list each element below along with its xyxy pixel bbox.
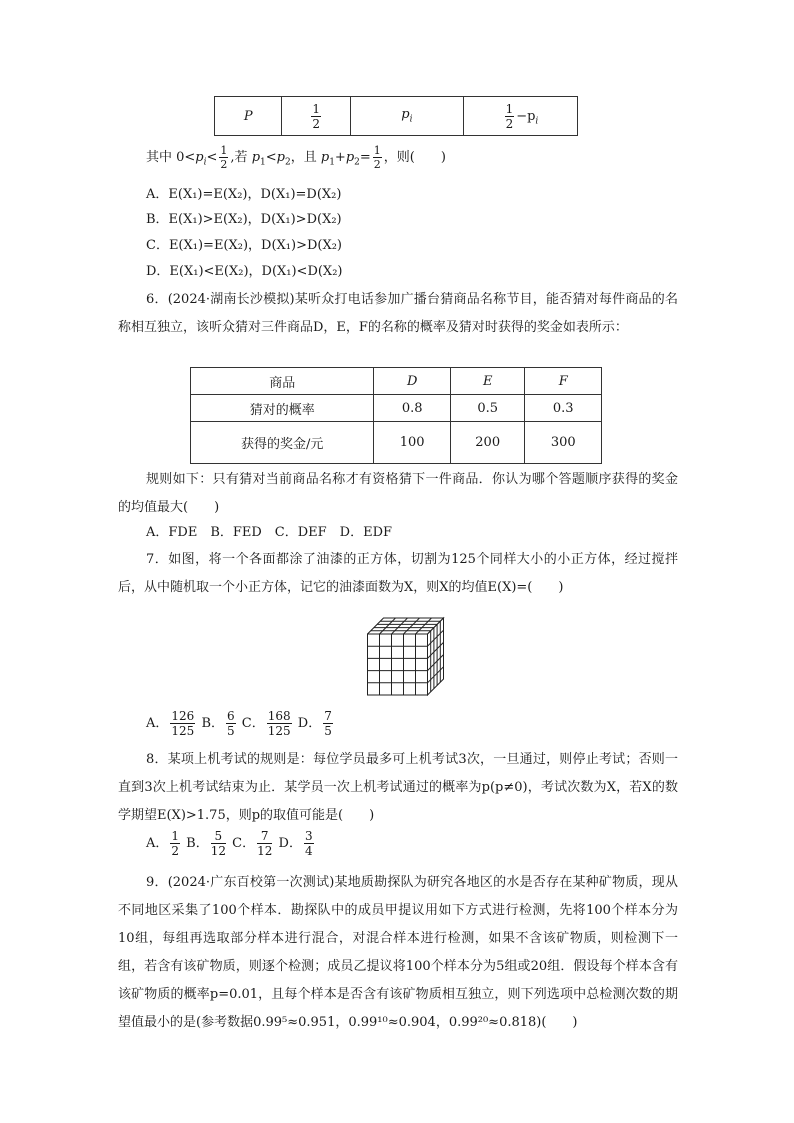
cube-front-face (368, 634, 428, 695)
q6-prize-table (190, 367, 602, 464)
q6-row-label: 猜对的概率 (191, 395, 374, 422)
table-cell-pi: $p_i$ (350, 97, 463, 136)
table-label-cell: P (215, 97, 282, 136)
q6-cell: 0.8 (374, 395, 451, 422)
q8-question: 8．某项上机考试的规则是：每位学员最多可上机考试3次，一旦通过，则停止考试；否则一直到3次上机考试结束为止．某学员一次上机考试通过的概率为p(p≠0)，考试次数为X，若X的数学期望E(X)>1.75，则p的取值可能是( ) (118, 752, 678, 823)
q5-condition: 其中 $0<p_i<$ $\frac{1}{2}$ ,若 $p_1<p_2$，且 $p_1+p_2=$ $\frac{1}{2}$ ，则( ) (146, 144, 446, 171)
q6-cell: 0.3 (525, 395, 602, 422)
q8-options[interactable]: A． $\frac{1}{2}$ B． $\frac{5}{12}$ C． $\frac{7}{12}$ D． $\frac{3}{4}$ (146, 829, 313, 858)
q6-cell: 200 (450, 422, 525, 464)
q7-question: 7．如图，将一个各面都涂了油漆的正方体，切割为125个同样大小的小正方体，经过搅拌后，从中随机取一个小正方体，记它的油漆面数为X，则X的均值E(X)=( ) (118, 552, 678, 595)
q6-cell: 300 (525, 422, 602, 464)
q6-question: 6．(2024·湖南长沙模拟)某听众打电话参加广播台猜商品名称节目，能否猜对每件商品的名称相互独立，该听众猜对三件商品D，E，F的名称的概率及猜对时获得的奖金如表所示： (118, 292, 678, 335)
table-cell-half: $\frac{1}{2}$ (282, 97, 350, 136)
q6-cell: 100 (374, 422, 451, 464)
q7-options[interactable]: A． $\frac{126}{125}$ B． $\frac{6}{5}$ C． $\frac{168}{125}$ D． $\frac{7}{5}$ (146, 709, 332, 738)
table-cell-half-minus-pi: $\frac{1}{2}$ $-p_i$ (463, 97, 577, 136)
q6-header-item: 商品 (191, 368, 374, 395)
cube-figure (367, 608, 445, 696)
q6-options[interactable]: A．FDE B．FED C．DEF D．EDF (146, 525, 393, 540)
q5-option-a[interactable]: A．E(X₁)=E(X₂)，D(X₁)=D(X₂) (146, 187, 342, 202)
q6-header-d: D (374, 368, 451, 395)
q5-option-b[interactable]: B．E(X₁)>E(X₂)，D(X₁)>D(X₂) (146, 212, 342, 227)
q6-row-label: 获得的奖金/元 (191, 422, 374, 464)
q9-question: 9．(2024·广东百校第一次测试)某地质勘探队为研究各地区的水是否存在某种矿物质，现从不同地区采集了100个样本．勘探队中的成员甲提议用如下方式进行检测，先将100个样本分为10组，每组再选取部分样本进行混合，对混合样本进行检测，如果不含该矿物质，则检测下一组，若含有该矿物质，则逐个检测；成员乙提议将100个样本分为5组或20组．假设每个样本含有该矿物质的概率p=0.01，且每个样本是否含有该矿物质相互独立，则下列选项中总检测次数的期望值最小的是(参考数据0.99⁵≈0.951，0.99¹⁰≈0.904，0.99²⁰≈0.818)( ) (118, 875, 678, 1030)
q6-rule: 规则如下：只有猜对当前商品名称才有资格猜下一件商品．你认为哪个答题顺序获得的奖金的均值最大( ) (118, 472, 678, 515)
distribution-table (214, 96, 578, 136)
q5-option-d[interactable]: D．E(X₁)<E(X₂)，D(X₁)<D(X₂) (146, 264, 343, 279)
q5-option-c[interactable]: C．E(X₁)=E(X₂)，D(X₁)>D(X₂) (146, 238, 342, 253)
q6-cell: 0.5 (450, 395, 525, 422)
q6-header-f: F (525, 368, 602, 395)
q6-header-e: E (450, 368, 525, 395)
